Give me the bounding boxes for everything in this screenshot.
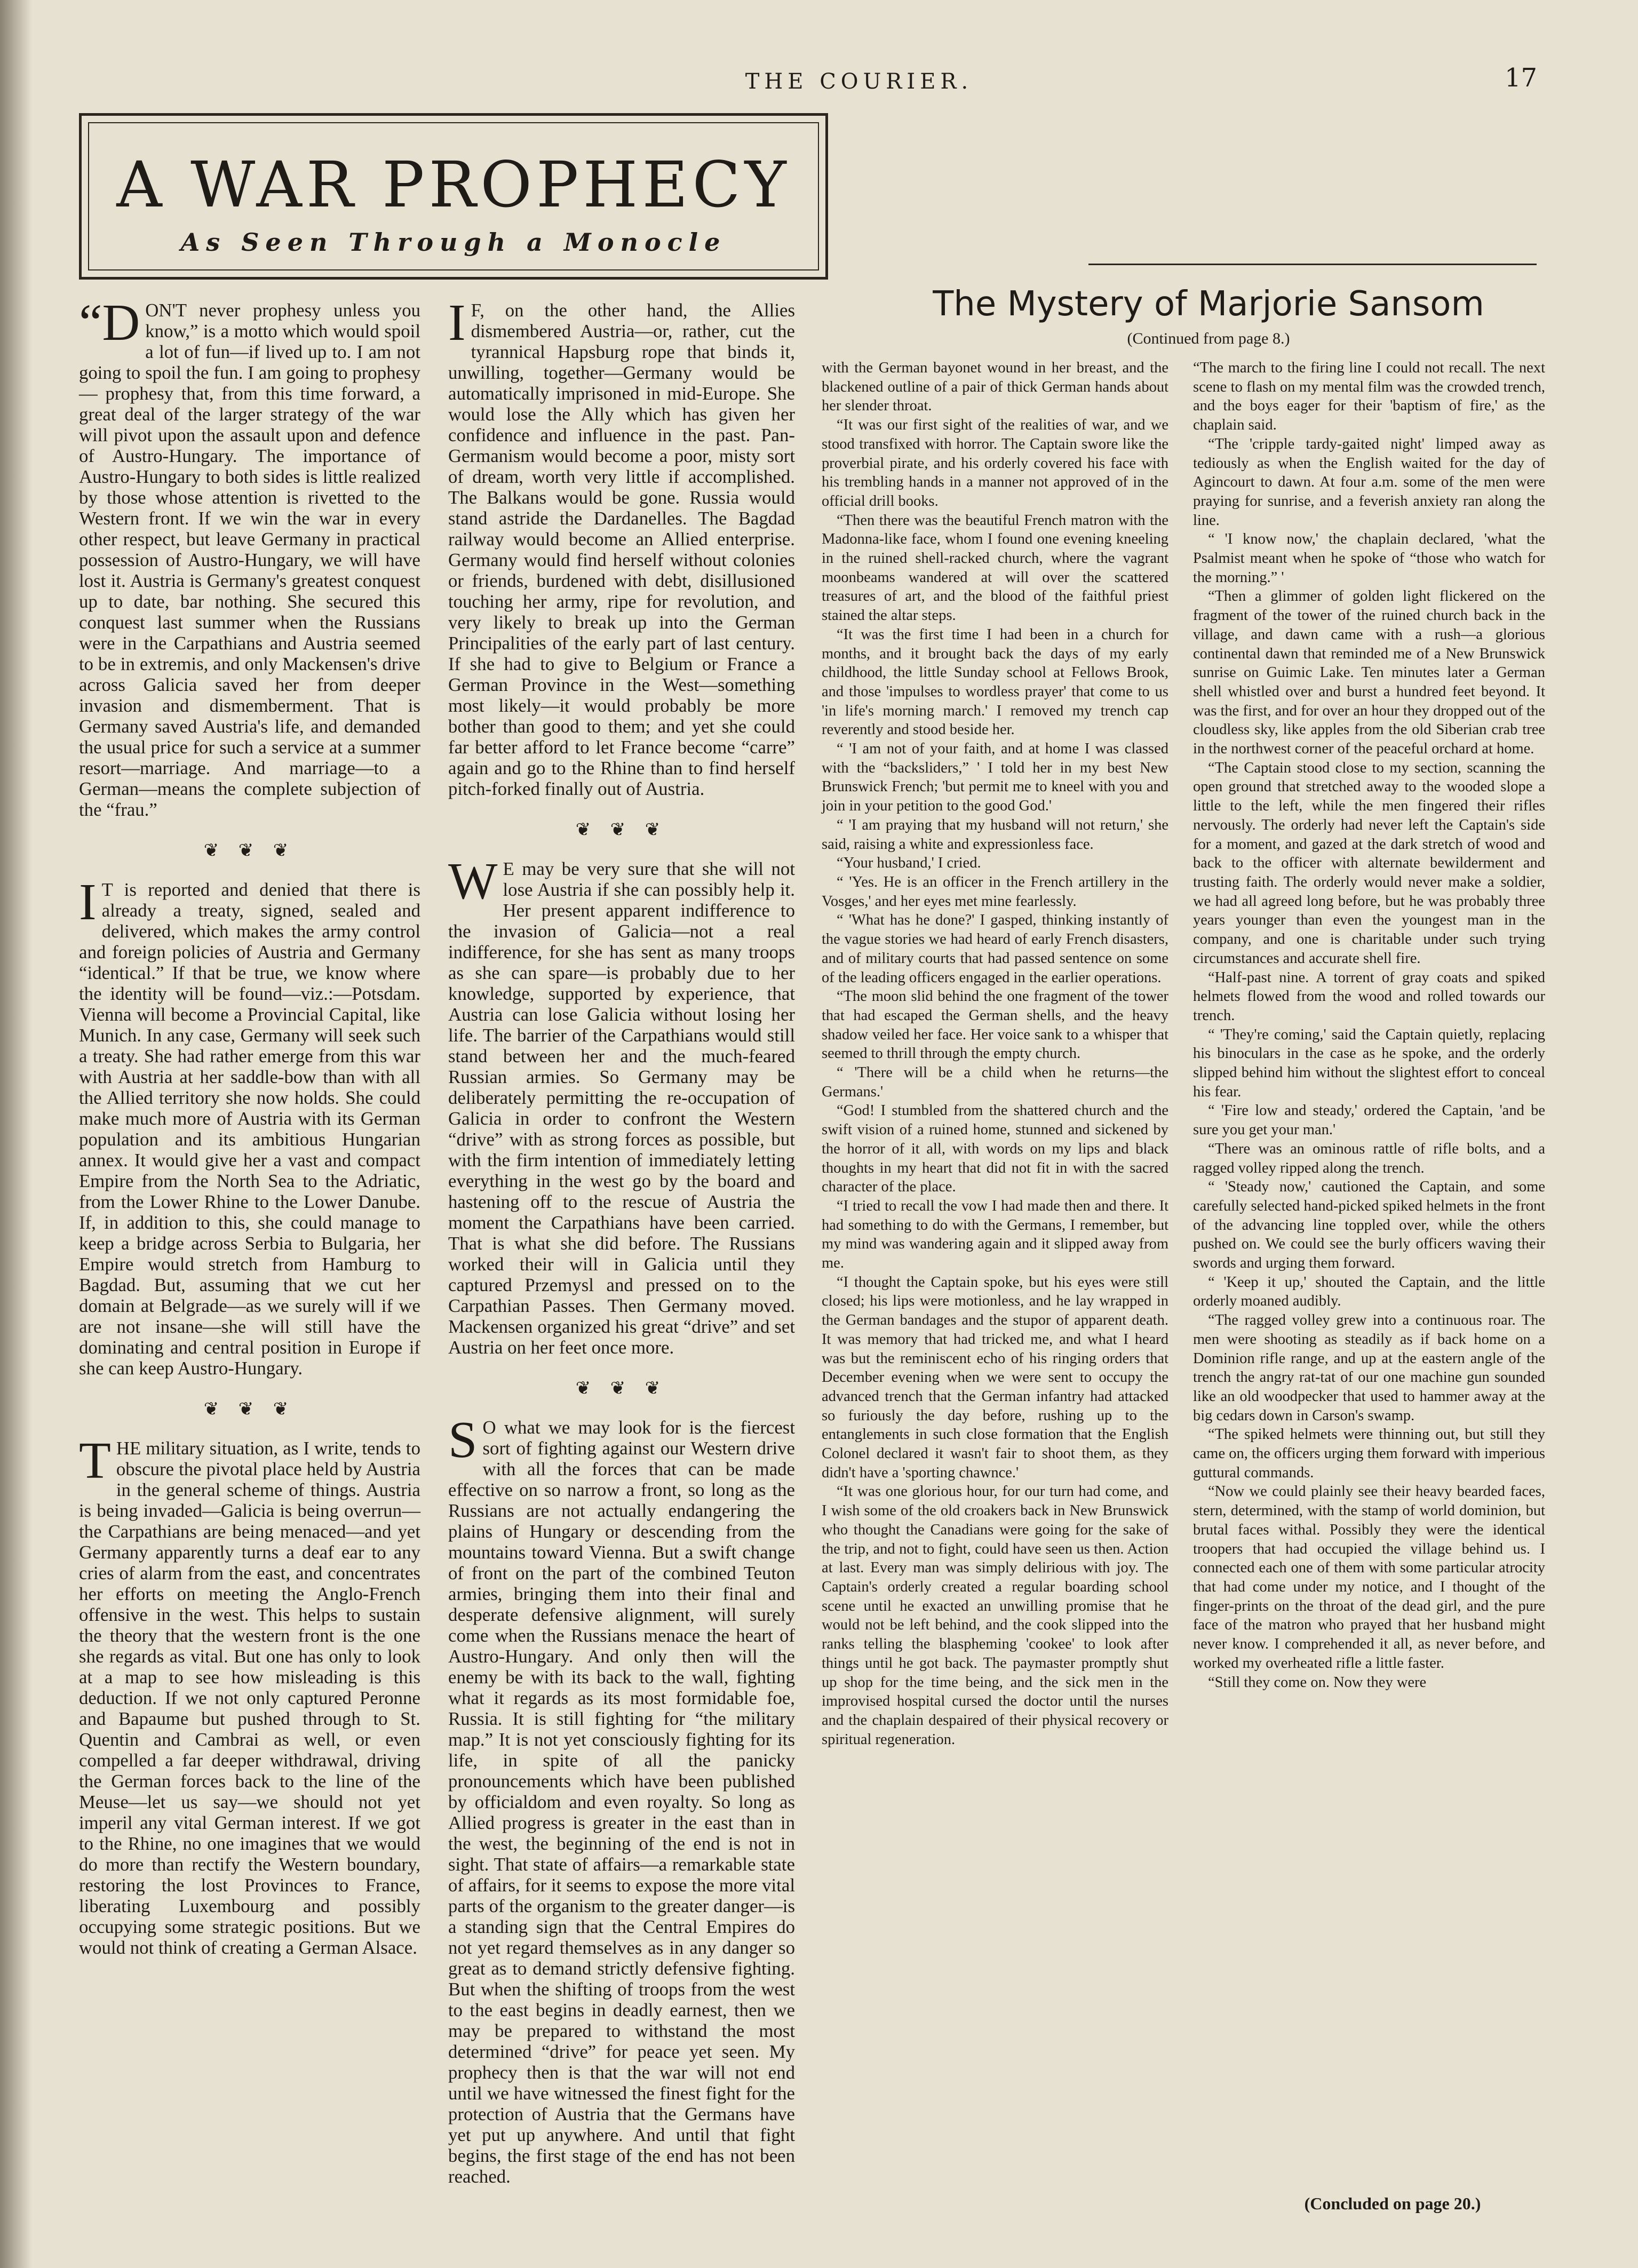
- section-ornament: ❦ ❦ ❦: [203, 841, 296, 861]
- drop-cap: I: [79, 873, 97, 931]
- section-ornament: ❦ ❦ ❦: [203, 1399, 296, 1419]
- article-paragraph: I F, on the other hand, the Allies dismembered Austria—or, rather, cut the tyrannical Hapsburg rope that binds it, unwilling, together—Germany would be automatically imprisoned in mid-Europe. She would lose the Ally which has given her confidence and influence in the past. Pan-Germanism would become a poor, misty sort of dream, worth very little if accomplished. The Balkans would be gone. Russia would stand astride the Dardanelles. The Bagdad railway would become an Allied enterprise. Germany would find herself without colonies or friends, burdened with debt, disillusioned touching her army, ripe for revolution, and very likely to break up into the German Principalities of the early part of last century. If she had to give to Belgium or France a German Province in the West—something most likely—it would probably be more bother than good to them; and yet she could far better afford to let France become “carre” again and go to the Rhine than to find herself pitch-forked finally out of Austria.: [448, 294, 795, 799]
- story-paragraph: “ 'There will be a child when he returns—the Germans.': [822, 1064, 1168, 1100]
- story-paragraph: “I thought the Captain spoke, but his eyes were still closed; his lips were motionless, and he lay wrapped in the German bandages and the stupor of apparent death. It was memory that had tricked me, and what I heard was but the reminiscent echo of his ringing orders that December evening when we were sent to occupy the advanced trench that the German infantry had attacked so furiously the day before, rushing up to the entanglements in such close formation that the English Colonel declared it wasn't fair to shoot them, as they didn't have a 'sporting chawnce.': [822, 1274, 1168, 1481]
- story-paragraph: “ 'I know now,' the chaplain declared, 'what the Psalmist meant when he spoke of “those who watch for the morning.” ': [1193, 531, 1545, 586]
- story-paragraph: “Half-past nine. A torrent of gray coats and spiked helmets flowed from the wood and rolled towards our trench.: [1193, 969, 1545, 1024]
- story-paragraph: “The moon slid behind the one fragment of the tower that had escaped the German shells, and the heavy shadow veiled her face. Her voice sank to a whisper that seemed to thrill through the empty church.: [822, 988, 1168, 1062]
- column-3: [822, 359, 1168, 1749]
- story-paragraph: “ 'I am praying that my husband will not return,' she said, raising a white and expressionless face.: [822, 816, 1168, 853]
- story-paragraph: “ 'Steady now,' cautioned the Captain, and some carefully selected hand-picked spiked helmets in the front of the advancing line toppled over, while the others pushed on. We could see the burly officers waving their swords and urging them forward.: [1193, 1179, 1545, 1272]
- article-title-box: [79, 113, 828, 280]
- article-subheadline: As Seen Through a Monocle: [180, 228, 727, 257]
- story-divider-rule: [1088, 264, 1537, 265]
- drop-cap: I: [448, 294, 466, 352]
- story-paragraph: “ 'What has he done?' I gasped, thinking instantly of the vague stories we had heard of early French disasters, and of military courts that had passed sentence on some of the leading officers engaged in the earlier operations.: [822, 912, 1168, 986]
- concluded-note: (Concluded on page 20.): [1304, 2194, 1481, 2213]
- story-paragraph: “ 'Keep it up,' shouted the Captain, and the little orderly moaned audibly.: [1193, 1274, 1545, 1310]
- drop-cap: “D: [79, 294, 140, 352]
- story-paragraph: “ 'Fire low and steady,' ordered the Captain, 'and be sure you get your man.': [1193, 1102, 1545, 1139]
- article-paragraph: I T is reported and denied that there is already a treaty, signed, sealed and delivered, which makes the army control and foreign policies of Austria and Germany “identical.” If that be true, we know where the identity will be found—viz.:—Potsdam. Vienna will become a Provincial Capital, like Munich. In any case, Germany will seek such a treaty. She had rather emerge from this war with Austria at her saddle-bow than with all the Allied territory she now holds. She could make much more of Austria with its German population and its ambitious Hungarian annex. It would give her a vast and compact Empire from the North Sea to the Adriatic, from the Lower Rhine to the Lower Danube. If, in addition to this, she could manage to keep a bridge across Serbia to Bulgaria, her Empire would stretch from Hamburg to Bagdad. But, assuming that we cut her domain at Belgrade—as we surely will if we are not insane—she will still have the dominating and central position in Europe if she can keep Austro-Hungary.: [79, 873, 420, 1379]
- story-paragraph: “I tried to recall the vow I had made then and there. It had something to do with the Germans, I remember, but my mind was wandering again and it slipped away from me.: [822, 1197, 1168, 1272]
- running-head: THE COURIER.: [745, 69, 973, 94]
- story-paragraph: “Your husband,' I cried.: [837, 855, 981, 872]
- story-paragraph: “ 'They're coming,' said the Captain quietly, replacing his binoculars in the case as he spoke, and the orderly slipped behind him without the slightest effort to conceal his fear.: [1193, 1026, 1545, 1100]
- article-paragraph: “DON'T never prophesy unless you know,” is a motto which would spoil a lot of fun—if lived up to. I am not going to spoil the fun. I am going to prophesy — prophesy that, from this time forward, a great deal of the larger strategy of the war will pivot upon the assault upon and defence of Austro-Hungary. The importance of Austro-Hungary to both sides is little realized by those whose attention is rivetted to the Western front. If we win the war in every other respect, but leave Germany in practical possession of Austro-Hungary, we will have lost it. Austria is Germany's greatest conquest up to date, bar nothing. She secured this conquest last summer when the Russians were in the Carpathians and Austria seemed to be in extremis, and only Mackensen's drive across Galicia saved her from deeper invasion and dismemberment. That is Germany saved Austria's life, and demanded the usual price for such a service at a summer resort—marriage. And marriage—to a German—means the complete subjection of the “frau.”: [79, 294, 420, 820]
- article-headline: A WAR PROPHECY: [116, 148, 791, 221]
- story-paragraph: “It was the first time I had been in a church for months, and it brought back the days of my early childhood, the little Sunday school at Fellows Brook, and those 'impulses to wordless prayer' that come to us 'in life's morning march.' I removed my trench cap reverently and stood beside her.: [822, 626, 1168, 738]
- section-ornament: ❦ ❦ ❦: [575, 820, 668, 840]
- article-paragraph: THE military situation, as I write, tends to obscure the pivotal place held by Austria in the general scheme of things. Austria is being invaded—Galicia is being overrun—the Carpathians are being menaced—and yet Germany apparently turns a deaf ear to any cries of alarm from the east, and concentrates her efforts on meeting the Anglo-French offensive in the west. This helps to sustain the theory that the western front is the one she regards as vital. But one has only to look at a map to see how misleading is this deduction. If we not only captured Peronne and Bapaume but pushed through to St. Quentin and Cambrai as well, or even compelled a far deeper withdrawal, driving the German forces back to the line of the Meuse—let us say—we should not yet imperil any vital German interest. If we got to the Rhine, no one imagines that we would do more than rectify the Western boundary, restoring the lost Provinces to France, liberating Luxembourg and possibly occupying some strategic positions. But we would not think of creating a German Alsace.: [79, 1432, 420, 1958]
- drop-cap: W: [448, 853, 498, 910]
- story-paragraph: with the German bayonet wound in her breast, and the blackened outline of a pair of thick German hands about her slender throat.: [822, 360, 1168, 415]
- story-paragraph: “There was an ominous rattle of rifle bolts, and a ragged volley ripped along the trench.: [1193, 1140, 1545, 1176]
- continued-note: (Continued from page 8.): [1127, 330, 1290, 347]
- story-paragraph: “The ragged volley grew into a continuous roar. The men were shooting as steadily as if back home on a Dominion rifle range, and up at the eastern angle of the trench the angry rat-tat of our one machine gun sounded like an old woodpecker that used to hammer away at the big cedars down in Carson's swamp.: [1193, 1312, 1545, 1424]
- story-paragraph: “ 'Yes. He is an officer in the French artillery in the Vosges,' and her eyes met mine fearlessly.: [822, 873, 1168, 910]
- story-paragraph: “God! I stumbled from the shattered church and the swift vision of a ruined home, stunned and sickened by the horror of it all, with words on my lips and black thoughts in my heart that did not fit in with the sacred character of the place.: [822, 1102, 1168, 1196]
- story-paragraph: “Then a glimmer of golden light flickered on the fragment of the tower of the ruined church back in the village, and dawn came with a rush—a glorious continental dawn that reminded me of a New Brunswick sunrise on Guimic Lake. Ten minutes later a German shell whistled over and burst a hundred feet beyond. It was the first, and for over an hour they dropped out of the cloudless sky, like apples from the old Siberian crab tree in the northwest corner of the peaceful orchard at home.: [1193, 588, 1545, 758]
- page-binding-shadow: [0, 0, 32, 2268]
- column-2: [448, 294, 795, 2187]
- article-paragraph: S O what we may look for is the fiercest sort of fighting against our Western drive with all the forces that can be made effective on so narrow a front, so long as the Russians are not actually endangering the plains of Hungary or descending from the mountains toward Vienna. But a swift change of front on the part of the combined Teuton armies, bringing them into their final and desperate defensive alignment, will surely come when the Russians menace the heart of Austro-Hungary. And only then will the enemy be with its back to the wall, fighting what it regards as its most formidable foe, Russia. It is still fighting for “the military map.” It is not yet consciously fighting for its life, in spite of all the panicky pronouncements which have been published by officialdom and even royalty. So long as Allied progress is greater in the east than in the west, the beginning of the end is not in sight. That state of affairs—a remarkable state of affairs, for it seems to expose the more vital parts of the organism to the greater danger—is a standing sign that the Central Empires do not yet regard themselves as in any danger so great as to demand strictly defensive fighting. But when the shifting of troops from the west to the east begins in deadly earnest, then we may be prepared to withstand the most determined “drive” for peace yet seen. My prophecy then is that the war will not end until we have witnessed the finest fight for the protection of Austria that the Germans have yet put up anywhere. And until that fight begins, the first stage of the end has not been reached.: [448, 1411, 795, 2187]
- story-paragraph: “Then there was the beautiful French matron with the Madonna-like face, whom I found one evening kneeling in the ruined shell-racked church, where the vagrant moonbeams wandered at will over the scattered treasures of art, and the blood of the faithful priest stained the altar steps.: [822, 512, 1168, 624]
- story-paragraph: “The 'cripple tardy-gaited night' limped away as tediously as when the English waited for the day of Agincourt to dawn. At four a.m. some of the men were praying for sunrise, and a feverish anxiety ran along the line.: [1193, 435, 1545, 529]
- column-1: [79, 294, 420, 1958]
- section-ornament: ❦ ❦ ❦: [575, 1379, 668, 1398]
- column-4: [1193, 359, 1545, 1692]
- story-paragraph: “It was our first sight of the realities of war, and we stood transfixed with horror. The Captain swore like the proverbial pirate, and his orderly covered his face with his trembling hands in a manner not approved of in the official drill books.: [822, 417, 1168, 510]
- story-paragraph: “ 'I am not of your faith, and at home I was classed with the “backsliders,” ' I told her in my best New Brunswick French; 'but permit me to kneel with you and join in your petition to the good God.': [822, 741, 1168, 815]
- drop-cap: S: [448, 1411, 478, 1469]
- page-number: 17: [1505, 63, 1538, 93]
- story-paragraph: “Now we could plainly see their heavy bearded faces, stern, determined, with the stamp of world dominion, but brutal faces withal. Possibly they were the identical troopers that had occupied the village behind us. I connected each one of them with some particular atrocity that had come under my notice, and I thought of the finger-prints on the throat of the dead girl, and the pure face of the matron who prayed that her husband might never know. I comprehended it all, as never before, and worked my overheated rifle a little faster.: [1193, 1483, 1545, 1672]
- article-paragraph: W E may be very sure that she will not lose Austria if she can possibly help it. Her present apparent indifference to the invasion of Galicia—not a real indifference, for she has sent as many troops as she can spare—is probably due to her knowledge, supported by experience, that Austria can lose Galicia without losing her life. The barrier of the Carpathians would still stand between her and the much-feared Russian armies. So Germany may be deliberately permitting the re-occupation of Galicia in order to confront the Western “drive” with as strong forces as possible, but with the firm intention of immediately letting everything in the west go by the board and hastening off to the rescue of Austria the moment the Carpathians have been carried. That is what she did before. The Russians worked their will in Galicia until they captured Przemysl and pressed on to the Carpathian Passes. Then Germany moved. Mackensen organized his great “drive” and set Austria on her feet once more.: [448, 853, 795, 1358]
- story-paragraph: “It was one glorious hour, for our turn had come, and I wish some of the old croakers back in New Brunswick who thought the Canadians were going for the sake of the trip, and not to fight, could have seen us then. Action at last. Every man was simply delirious with joy. The Captain's orderly created a regular boarding school scene until he exacted an unwilling promise that he would not be left behind, and the cook slipped into the ranks telling the blaspheming 'cookee' to look after things until he got back. The paymaster promptly shut up shop for the time being, and the sick men in the improvised hospital cursed the doctor until the nurses and the chaplain despaired of their physical recovery or spiritual regeneration.: [822, 1483, 1168, 1748]
- drop-cap: T: [79, 1432, 111, 1490]
- story-paragraph: “The Captain stood close to my section, scanning the open ground that stretched away to the wooded slope a little to the left, while the men fingered their rifles nervously. The orderly had never left the Captain's side for a moment, and gazed at the dark stretch of wood and back to the officer with alternate bewilderment and trusting faith. The orderly would never make a soldier, we had all agreed long before, but he was probably three years younger than even the youngest man in the company, and one is charitable under such trying circumstances and accurate shell fire.: [1193, 759, 1545, 967]
- story-headline: The Mystery of Marjorie Sansom: [933, 284, 1484, 324]
- story-paragraph: “The spiked helmets were thinning out, but still they came on, the officers urging them forward with imperious guttural commands.: [1193, 1426, 1545, 1481]
- story-paragraph: “Still they come on. Now they were: [1208, 1674, 1427, 1691]
- story-paragraph: “The march to the firing line I could not recall. The next scene to flash on my mental film was the crowded trench, and the boys eager for their 'baptism of fire,' as the chaplain said.: [1193, 360, 1545, 434]
